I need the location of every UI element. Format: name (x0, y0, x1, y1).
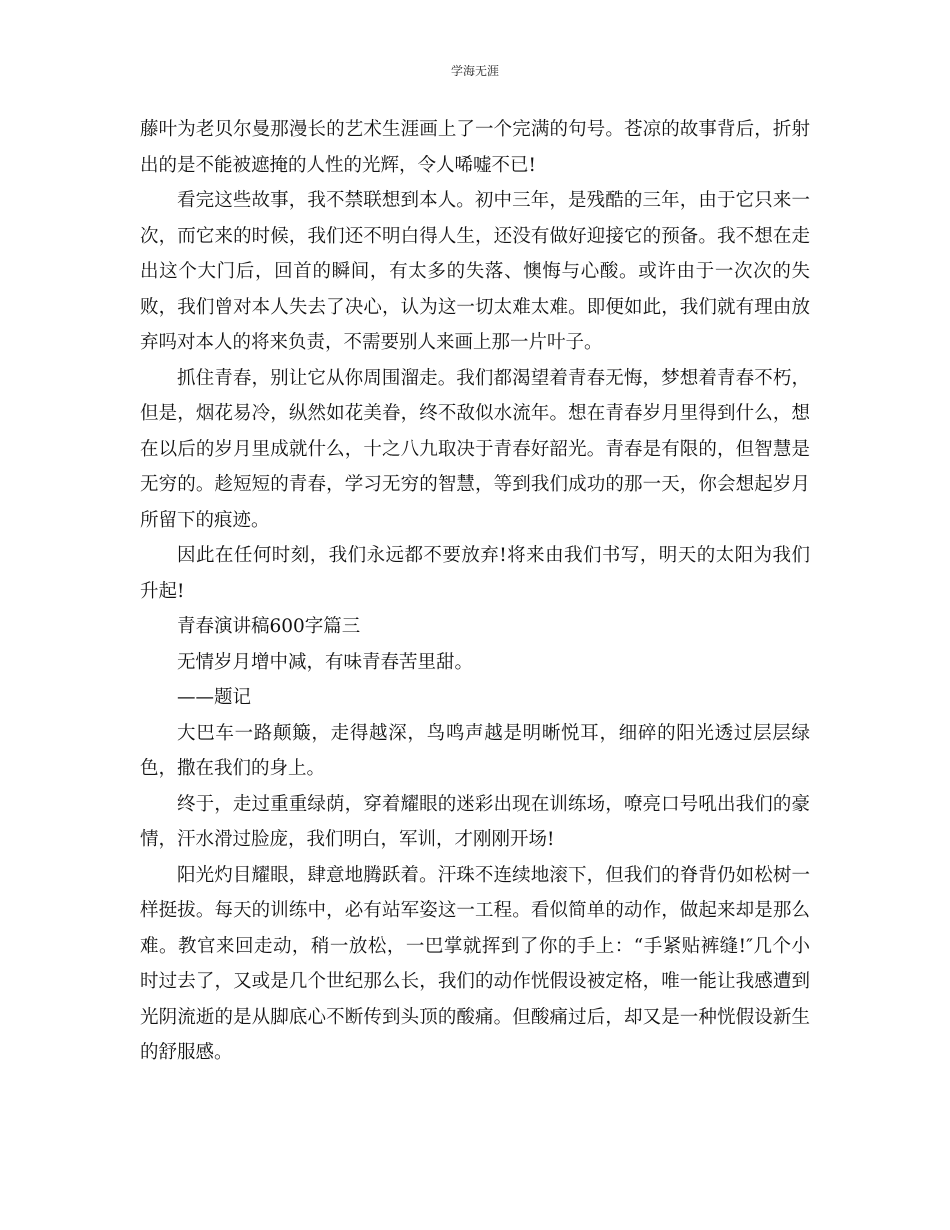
paragraph-6: 终于，走过重重绿荫，穿着耀眼的迷彩出现在训练场，嘹亮口号吼出我们的豪情，汗水滑过脸庞，我们明白，军训，才刚刚开场! (140, 793, 810, 850)
epigraph-attribution: ——题记 (177, 687, 252, 708)
paragraph-3: 抓住青春，别让它从你周围溜走。我们都渴望着青春无悔，梦想着青春不朽，但是，烟花易冷，纵然如花美眷，终不敌似水流年。想在青春岁月里得到什么，想在以后的岁月里成就什么，十之八九取决于青春好韶光。青春是有限的，但智慧是无穷的。趁短短的青春，学习无穷的智慧，等到我们成功的那一天，你会想起岁月所留下的痕迹。 (140, 367, 810, 531)
paragraph-4: 因此在任何时刻，我们永远都不要放弃!将来由我们书写，明天的太阳为我们升起! (140, 545, 810, 602)
paragraph-5: 大巴车一路颠簸，走得越深，鸟鸣声越是明晰悦耳，细碎的阳光透过层层绿色，撒在我们的身上。 (140, 722, 810, 779)
section-heading: 青春演讲稿600字篇三 (177, 616, 361, 637)
page-header: 学海无涯 (450, 64, 499, 78)
epigraph: 无情岁月增中减，有味青春苦里甜。 (177, 651, 474, 673)
paragraph-2: 看完这些故事，我不禁联想到本人。初中三年，是残酷的三年，由于它只来一次，而它来的时候，我们还不明白得人生，还没有做好迎接它的预备。我不想在走出这个大门后，回首的瞬间，有太多的失落、懊悔与心酸。或许由于一次次的失败，我们曾对本人失去了决心，认为这一切太难太难。即便如此，我们就有理由放弃吗对本人的将来负责，不需要别人来画上那一片叶子。 (140, 190, 810, 353)
paragraph-1: 藤叶为老贝尔曼那漫长的艺术生涯画上了一个完满的句号。苍凉的故事背后，折射出的是不能被遮掩的人性的光辉，令人唏嘘不已! (140, 119, 810, 176)
paragraph-7: 阳光灼目耀眼，肆意地腾跃着。汗珠不连续地滚下，但我们的脊背仍如松树一样挺拔。每天的训练中，必有站军姿这一工程。看似简单的动作，做起来却是那么难。教官来回走动，稍一放松，一巴掌就挥到了你的手上：“手紧贴裤缝!″几个小时过去了，又或是几个世纪那么长，我们的动作恍假设被定格，唯一能让我感遭到光阴流逝的是从脚底心不断传到头顶的酸痛。但酸痛过后，却又是一种恍假设新生的舒服感。 (140, 864, 810, 1063)
document-body (140, 112, 810, 1071)
